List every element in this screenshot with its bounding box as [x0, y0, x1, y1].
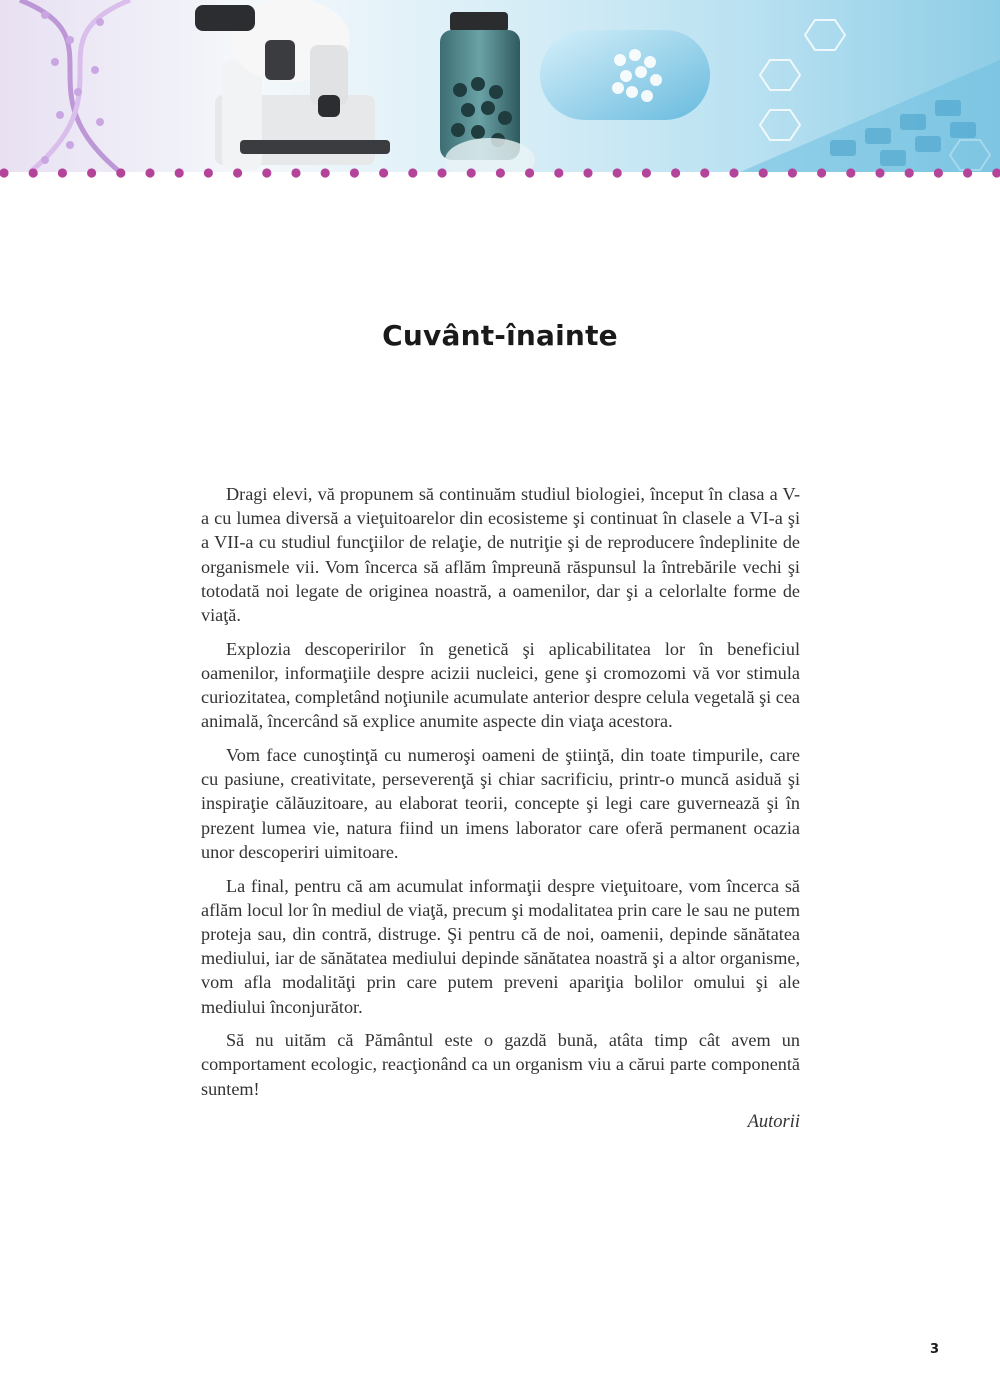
- page-title: Cuvânt-înainte: [382, 318, 618, 352]
- border-dot: [233, 168, 242, 177]
- border-dot: [525, 168, 534, 177]
- border-dot: [145, 168, 154, 177]
- border-dot: [496, 168, 505, 177]
- border-dot: [204, 168, 213, 177]
- border-dot: [29, 168, 38, 177]
- border-dot: [934, 168, 943, 177]
- border-dot: [175, 168, 184, 177]
- border-dot: [408, 168, 417, 177]
- border-dot: [0, 168, 9, 177]
- border-dot: [58, 168, 67, 177]
- preface-body: [201, 482, 800, 1110]
- border-dot: [379, 168, 388, 177]
- border-dot: [759, 168, 768, 177]
- border-dot: [875, 168, 884, 177]
- border-dot: [467, 168, 476, 177]
- paragraph: Explozia descoperirilor în genetică şi aplicabilitatea lor în beneficiul oamenilor, informaţiile despre acizii nucleici, gene şi cromozomi vă vor stimula curiozitatea, completând noţiunile acumulate anterior despre celula vegetală şi cea animală, încercând să explice anumite aspecte din viaţa acestora.: [201, 638, 800, 732]
- border-dot: [321, 168, 330, 177]
- paragraph: Să nu uităm că Pământul este o gazdă bună, atâta timp cât avem un comportament ecologic, reacţionând ca un organism viu a cărui parte componentă suntem!: [201, 1030, 800, 1099]
- paragraph: Vom face cunoştinţă cu numeroşi oameni de ştiinţă, din toate timpurile, care cu pasiune, creativitate, perseverenţă şi chiar sacrificiu, printr-o muncă asiduă şi inspiraţie călăuzitoare, au elaborat teorii, concepte şi legi care guvernează şi în prezent lumea vie, natura fiind un imens laborator care oferă permanent ocazia unor descoperiri uimitoare.: [201, 745, 800, 862]
- border-dot: [992, 168, 1000, 177]
- border-dot: [262, 168, 271, 177]
- header-banner: [0, 0, 1000, 172]
- border-dot: [729, 168, 738, 177]
- page-number: 3: [930, 1342, 940, 1357]
- border-dot: [87, 168, 96, 177]
- border-dot: [350, 168, 359, 177]
- border-dot: [671, 168, 680, 177]
- border-dot: [642, 168, 651, 177]
- border-dot: [291, 168, 300, 177]
- decorative-dot-border: [0, 166, 1000, 180]
- science-laboratory-illustration: [0, 0, 1000, 172]
- paragraph: Dragi elevi, vă propunem să continuăm studiul biologiei, început în clasa a V-a cu lumea diversă a vieţuitoarelor din ecosisteme şi continuat în clasele a VI-a şi a VII-a cu studiul funcţiilor de relaţie, de nutriţie şi de reproducere îndeplinite de organismele vii. Vom încerca să aflăm împreună răspunsul la întrebările vechi şi totodată noi legate de originea noastră, a oamenilor, dar şi a celorlalte forme de viaţă.: [201, 484, 800, 626]
- border-dot: [437, 168, 446, 177]
- border-dot: [963, 168, 972, 177]
- paragraph: La final, pentru că am acumulat informaţii despre vieţuitoare, vom încerca să aflăm locul lor în mediul de viaţă, precum şi modalitatea prin care le sau ne putem proteja sau, din contră, distruge. Şi pentru că de noi, oamenii, depinde sănătatea mediului, iar de sănătatea mediului depinde sănătatea noastră şi a altor organisme, vom afla modalităţi prin care putem preveni apariţia bolilor omului şi ale mediului înconjurător.: [201, 875, 800, 1017]
- medicine-bottle-icon: [440, 12, 520, 160]
- border-dot: [554, 168, 563, 177]
- border-dot: [846, 168, 855, 177]
- signature: Autorii: [747, 1112, 800, 1132]
- border-dot: [700, 168, 709, 177]
- border-dot: [583, 168, 592, 177]
- border-dot: [613, 168, 622, 177]
- border-dot: [817, 168, 826, 177]
- border-dot: [116, 168, 125, 177]
- border-dot: [905, 168, 914, 177]
- border-dot: [788, 168, 797, 177]
